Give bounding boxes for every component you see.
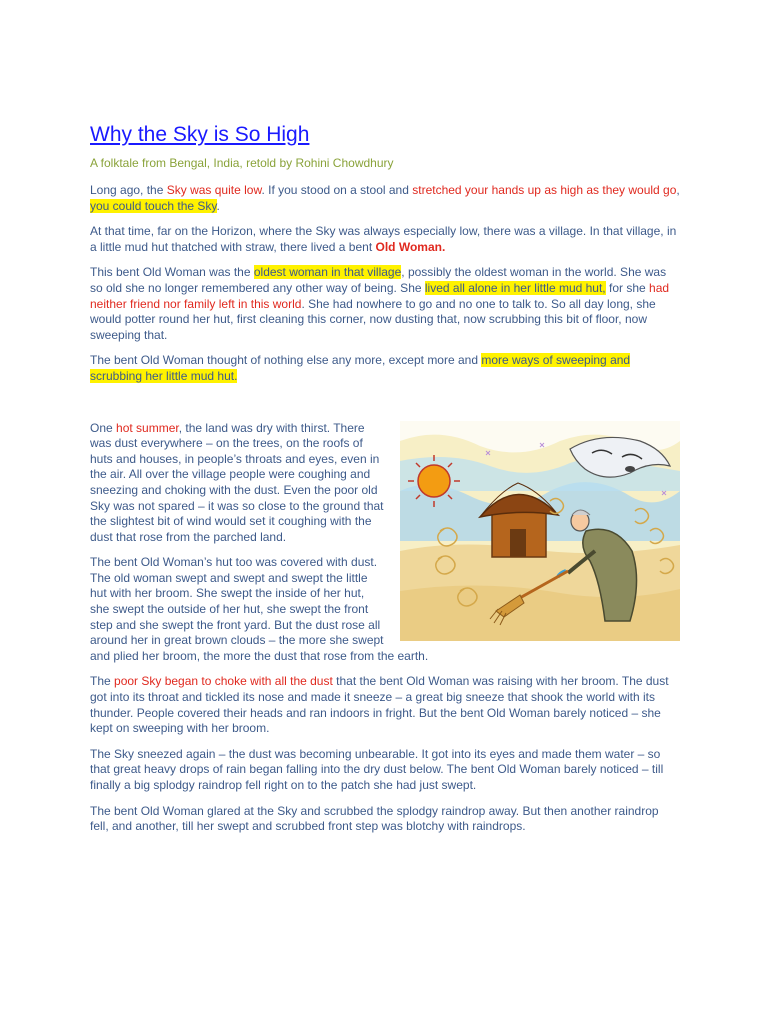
text-run: for she [605, 280, 650, 295]
text-run: Long ago, the [90, 183, 167, 197]
text-run: , possibly the oldest woman in the world. She was so old she no longer remembered any other way of being. She [90, 265, 667, 295]
highlighted-text: lived all alone in her little mud hut, [424, 280, 606, 295]
text-run: The bent Old Woman thought of nothing else any more, except more and [90, 353, 482, 368]
paragraph-8: The Sky sneezed again – the dust was becoming unbearable. It got into its eyes and made them water – so that great heavy drops of rain began falling into the dry dust below. The bent Old Woman barely noticed – till finally a big splodgy raindrop fell right on to the patch she had just swept. [90, 746, 664, 792]
illustration-old-woman-sweeping [400, 421, 680, 641]
highlighted-text: more ways of sweeping and scrubbing her little mud hut. [90, 353, 631, 383]
emphasis-text: had neither friend nor family left in this world [90, 280, 670, 311]
text-run: , the land was dry with thirst. There was dust everywhere – on the trees, on the roofs of huts and houses, in people’s throats and eyes, even in the air. All over the village people were coughing and sneezing and choking with the dust. Even the poor old Sky was not spared – it was so close to the ground that the slightest bit of wind would set it coughing with the dust that rose from the parched land. [90, 420, 384, 544]
emphasis-text: Old Woman. [375, 239, 446, 254]
text-run: The [90, 674, 115, 689]
text-run: . [216, 198, 220, 213]
page-subtitle: A folktale from Bengal, India, retold by Rohini Chowdhury [90, 156, 394, 170]
text-run: that the bent Old Woman was raising with her broom. The dust got into its throat and tickled its nose and made it sneeze – a great big sneeze that shook the world with its thunder. People covered their heads and ran indoors in fright. But the bent Old Woman barely noticed – she kept on sweeping with her broom. [90, 674, 669, 736]
paragraph-7 [90, 674, 680, 736]
paragraph-1 [90, 183, 680, 214]
text-run: . She had nowhere to go and no one to talk to. So all day long, she would potter round her hut, first cleaning this corner, now dusting that, now scrubbing this bit of floor, now sweeping that. [90, 296, 656, 342]
text-run: , [676, 183, 680, 197]
emphasis-text: stretched your hands up as high as they would go [412, 183, 677, 197]
emphasis-text: poor Sky began to choke with all the dust [114, 674, 333, 689]
illustrated-section [90, 421, 680, 665]
paragraph-6: The bent Old Woman’s hut too was covered with dust. The old woman swept and swept and swept the little hut with her broom. She swept the inside of her hut, she swept the outside of her hut, she swept the front step and she swept the front yard. But the dust rose all around her in great brown clouds – the more she swept and plied her broom, the more the dust that rose from the earth. [90, 555, 429, 663]
paragraph-4 [90, 353, 680, 384]
text-run: One [90, 420, 117, 435]
text-run: . If you stood on a stool and [261, 183, 413, 197]
paragraph-2 [90, 224, 680, 255]
page-title[interactable]: Why the Sky is So High [90, 123, 310, 146]
text-run: This bent Old Woman was the [90, 265, 254, 280]
highlighted-text: oldest woman in that village [253, 265, 402, 280]
highlighted-text: you could touch the Sky [90, 198, 217, 213]
emphasis-text: Sky was quite low [166, 183, 262, 197]
document-page [90, 122, 680, 845]
spacer [90, 395, 680, 421]
text-run: At that time, far on the Horizon, where the Sky was always especially low, there was a village. In that village, in a little mud hut thatched with straw, there lived a bent [90, 224, 677, 254]
emphasis-text: hot summer [116, 420, 179, 435]
paragraph-9: The bent Old Woman glared at the Sky and scrubbed the splodgy raindrop away. But then another raindrop fell, and another, till her swept and scrubbed front step was blotchy with raindrops. [90, 803, 659, 834]
paragraph-3 [90, 265, 680, 343]
